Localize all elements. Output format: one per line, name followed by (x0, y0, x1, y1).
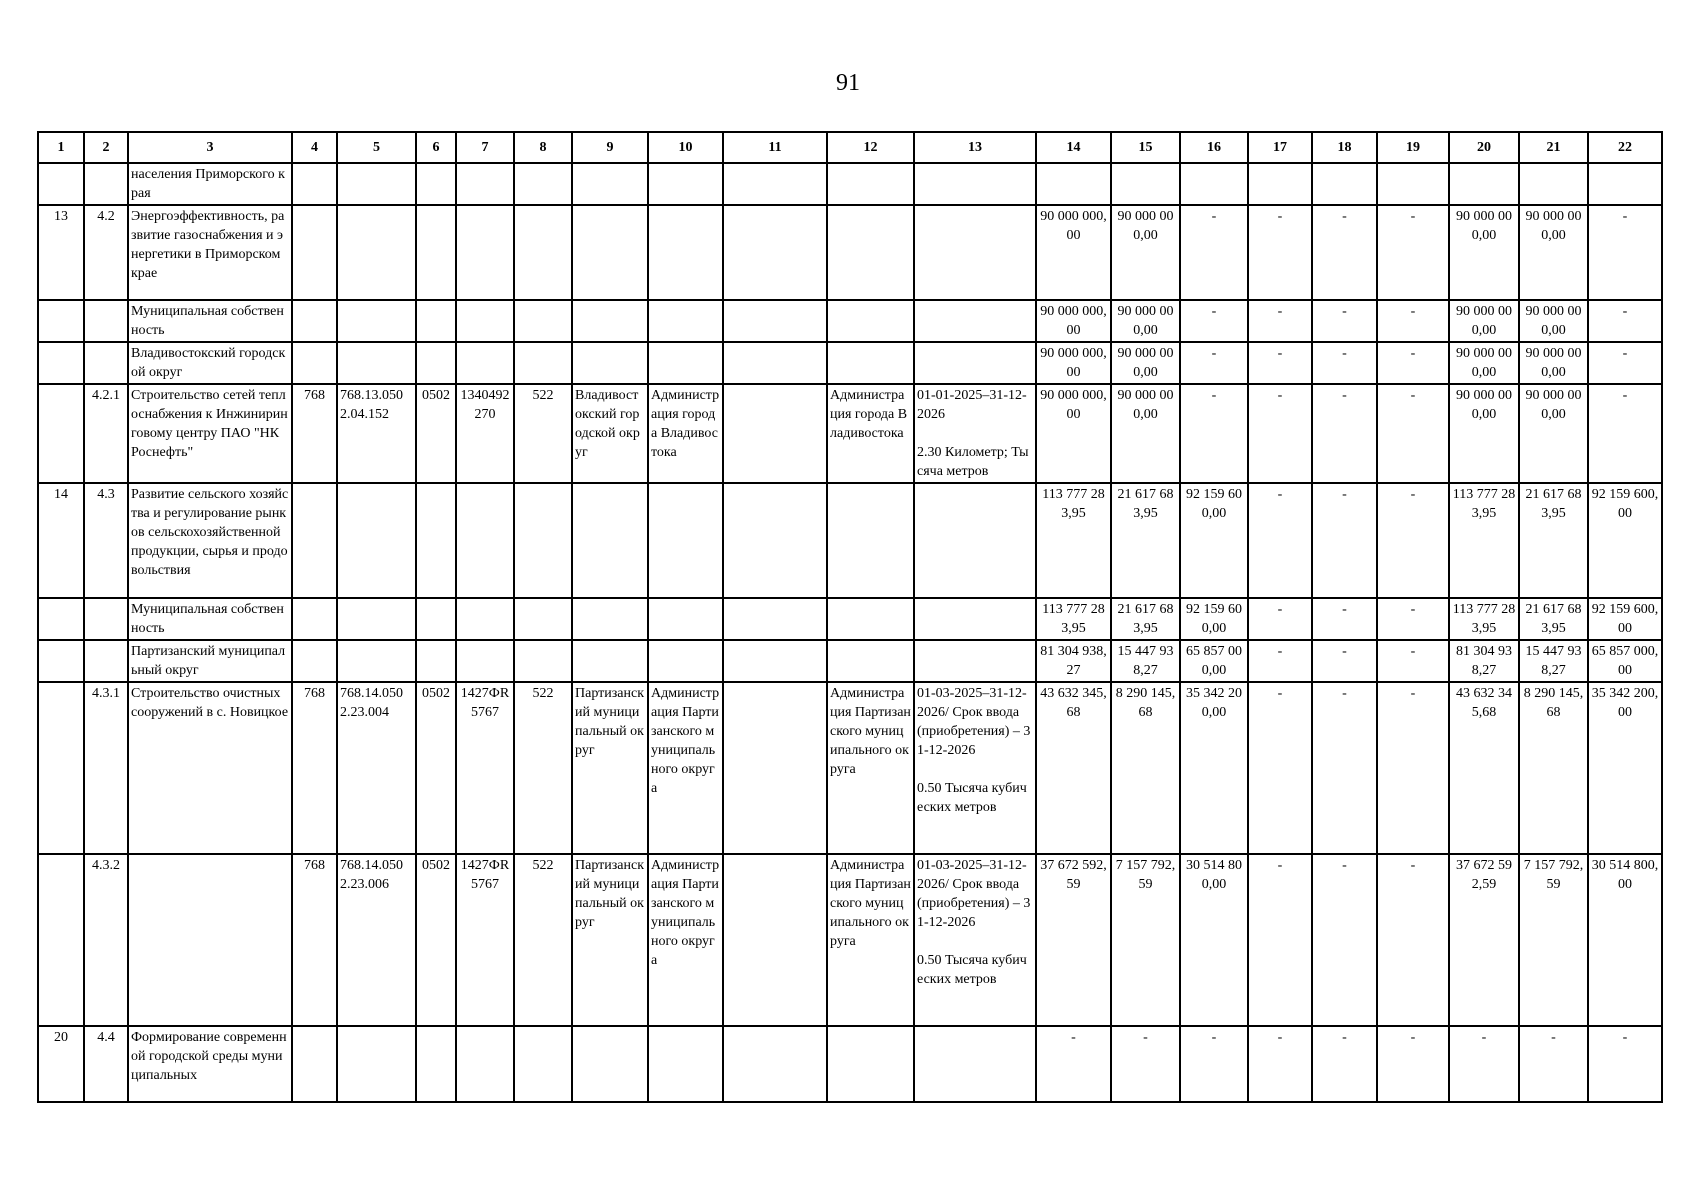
table-cell-col-10 (648, 483, 723, 598)
table-cell-col-18: - (1312, 640, 1377, 682)
table-cell-col-17: - (1248, 598, 1312, 640)
table-cell-col-12: Администрация города Владивостока (827, 384, 914, 483)
table-cell-col-12 (827, 483, 914, 598)
table-row (38, 598, 1662, 640)
table-cell-col-19: - (1377, 1026, 1449, 1102)
table-row (38, 205, 1662, 300)
table-cell-col-22: - (1588, 205, 1662, 300)
table-cell-col-17: - (1248, 300, 1312, 342)
table-cell-col-19: - (1377, 205, 1449, 300)
table-cell-col-10 (648, 205, 723, 300)
table-cell-col-21: 90 000 000,00 (1519, 205, 1588, 300)
table-cell-col-19: - (1377, 300, 1449, 342)
table-cell-col-20: 113 777 283,95 (1449, 483, 1519, 598)
table-cell-col-14: 90 000 000,00 (1036, 384, 1111, 483)
table-cell-col-2 (84, 163, 128, 205)
table-cell-col-18: - (1312, 1026, 1377, 1102)
table-cell-col-16: - (1180, 384, 1248, 483)
table-cell-col-18 (1312, 163, 1377, 205)
column-header-3: 3 (128, 132, 292, 163)
table-cell-col-2: 4.3.1 (84, 682, 128, 854)
table-row (38, 300, 1662, 342)
table-row (38, 682, 1662, 854)
column-header-15: 15 (1111, 132, 1180, 163)
table-cell-col-2: 4.4 (84, 1026, 128, 1102)
table-cell-col-10: Администрация Партизанского муниципального округа (648, 682, 723, 854)
table-cell-col-12 (827, 205, 914, 300)
column-header-12: 12 (827, 132, 914, 163)
table-cell-col-20: 90 000 000,00 (1449, 300, 1519, 342)
table-cell-col-19: - (1377, 682, 1449, 854)
table-cell-col-3: Строительство сетей теплоснабжения к Инжиниринговому центру ПАО "НК Роснефть" (128, 384, 292, 483)
table-cell-col-14: - (1036, 1026, 1111, 1102)
table-cell-col-3 (128, 854, 292, 1026)
table-cell-col-15: - (1111, 1026, 1180, 1102)
column-header-10: 10 (648, 132, 723, 163)
table-cell-col-18: - (1312, 300, 1377, 342)
table-row (38, 1026, 1662, 1102)
table-cell-col-12 (827, 1026, 914, 1102)
table-cell-col-6 (416, 640, 456, 682)
table-cell-col-17: - (1248, 1026, 1312, 1102)
table-cell-col-2 (84, 300, 128, 342)
table-cell-col-14: 81 304 938,27 (1036, 640, 1111, 682)
table-cell-col-21: 7 157 792,59 (1519, 854, 1588, 1026)
table-cell-col-22: - (1588, 384, 1662, 483)
table-cell-col-2 (84, 640, 128, 682)
table-cell-col-4 (292, 342, 337, 384)
table-cell-col-20: - (1449, 1026, 1519, 1102)
table-cell-col-19: - (1377, 598, 1449, 640)
column-header-5: 5 (337, 132, 416, 163)
table-cell-col-18: - (1312, 342, 1377, 384)
table-cell-col-4 (292, 598, 337, 640)
table-cell-col-15: 21 617 683,95 (1111, 483, 1180, 598)
table-cell-col-12: Администрация Партизанского муниципального округа (827, 682, 914, 854)
table-cell-col-22: 30 514 800,00 (1588, 854, 1662, 1026)
table-cell-col-21: 15 447 938,27 (1519, 640, 1588, 682)
table-cell-col-20: 90 000 000,00 (1449, 342, 1519, 384)
table-cell-col-3: Владивостокский городской округ (128, 342, 292, 384)
table-cell-col-5: 768.14.0502.23.004 (337, 682, 416, 854)
table-cell-col-3: Энергоэффективность, развитие газоснабжения и энергетики в Приморском крае (128, 205, 292, 300)
table-cell-col-3: Муниципальная собственность (128, 598, 292, 640)
table-cell-col-6: 0502 (416, 854, 456, 1026)
table-cell-col-4 (292, 300, 337, 342)
table-cell-col-22: - (1588, 342, 1662, 384)
table-cell-col-14: 113 777 283,95 (1036, 483, 1111, 598)
table-cell-col-2: 4.3 (84, 483, 128, 598)
table-cell-col-10: Администрация города Владивостока (648, 384, 723, 483)
table-cell-col-16: 65 857 000,00 (1180, 640, 1248, 682)
table-cell-col-22: 35 342 200,00 (1588, 682, 1662, 854)
table-cell-col-12 (827, 598, 914, 640)
table-cell-col-20: 90 000 000,00 (1449, 384, 1519, 483)
table-cell-col-19: - (1377, 854, 1449, 1026)
table-cell-col-18: - (1312, 598, 1377, 640)
page-number: 91 (836, 70, 860, 96)
column-header-11: 11 (723, 132, 827, 163)
table-cell-col-1 (38, 640, 84, 682)
table-cell-col-1 (38, 342, 84, 384)
table-cell-col-4 (292, 640, 337, 682)
table-cell-col-4: 768 (292, 854, 337, 1026)
table-cell-col-18: - (1312, 854, 1377, 1026)
table-cell-col-5 (337, 300, 416, 342)
table-cell-col-3: населения Приморского края (128, 163, 292, 205)
table-cell-col-16: - (1180, 300, 1248, 342)
table-row (38, 640, 1662, 682)
table-cell-col-1 (38, 854, 84, 1026)
table-cell-col-12 (827, 640, 914, 682)
table-cell-col-7: 1427ФR5767 (456, 682, 514, 854)
table-cell-col-9: Партизанский муниципальный округ (572, 682, 648, 854)
table-cell-col-10 (648, 640, 723, 682)
table-cell-col-5 (337, 640, 416, 682)
table-cell-col-21: 21 617 683,95 (1519, 598, 1588, 640)
table-cell-col-16: 92 159 600,00 (1180, 598, 1248, 640)
table-cell-col-5 (337, 342, 416, 384)
table-cell-col-14: 90 000 000,00 (1036, 342, 1111, 384)
table-cell-col-15: 8 290 145,68 (1111, 682, 1180, 854)
table-cell-col-17: - (1248, 384, 1312, 483)
table-cell-col-11 (723, 854, 827, 1026)
table-cell-col-7 (456, 205, 514, 300)
table-cell-col-6 (416, 1026, 456, 1102)
table-cell-col-6 (416, 598, 456, 640)
table-cell-col-8 (514, 640, 572, 682)
table-cell-col-1 (38, 300, 84, 342)
table-header-row (38, 132, 1662, 163)
table-cell-col-16 (1180, 163, 1248, 205)
table-cell-col-13 (914, 205, 1036, 300)
table-cell-col-13 (914, 598, 1036, 640)
table-cell-col-7: 1427ФR5767 (456, 854, 514, 1026)
table-cell-col-21: 90 000 000,00 (1519, 384, 1588, 483)
table-cell-col-7: 1340492270 (456, 384, 514, 483)
table-cell-col-8 (514, 342, 572, 384)
table-cell-col-4 (292, 1026, 337, 1102)
table-cell-col-11 (723, 205, 827, 300)
column-header-6: 6 (416, 132, 456, 163)
table-cell-col-6: 0502 (416, 384, 456, 483)
table-body (38, 163, 1662, 1102)
table-cell-col-21: 90 000 000,00 (1519, 342, 1588, 384)
table-cell-col-9 (572, 300, 648, 342)
table-cell-col-2 (84, 342, 128, 384)
table-cell-col-14: 43 632 345,68 (1036, 682, 1111, 854)
table-cell-col-15: 7 157 792,59 (1111, 854, 1180, 1026)
table-row (38, 483, 1662, 598)
table-row (38, 384, 1662, 483)
table-cell-col-12: Администрация Партизанского муниципального округа (827, 854, 914, 1026)
column-header-16: 16 (1180, 132, 1248, 163)
table-cell-col-17: - (1248, 342, 1312, 384)
table-cell-col-3: Партизанский муниципальный округ (128, 640, 292, 682)
table-cell-col-4: 768 (292, 384, 337, 483)
table-cell-col-1 (38, 598, 84, 640)
table-cell-col-16: 30 514 800,00 (1180, 854, 1248, 1026)
table-cell-col-2 (84, 598, 128, 640)
table-cell-col-19: - (1377, 640, 1449, 682)
table-cell-col-14 (1036, 163, 1111, 205)
table-cell-col-2: 4.2.1 (84, 384, 128, 483)
table-cell-col-20 (1449, 163, 1519, 205)
table-cell-col-19 (1377, 163, 1449, 205)
table-cell-col-18: - (1312, 483, 1377, 598)
table-cell-col-9: Владивостокский городской округ (572, 384, 648, 483)
table-cell-col-10: Администрация Партизанского муниципального округа (648, 854, 723, 1026)
table-cell-col-16: - (1180, 205, 1248, 300)
table-cell-col-3: Формирование современной городской среды муниципальных (128, 1026, 292, 1102)
table-cell-col-5 (337, 483, 416, 598)
column-header-19: 19 (1377, 132, 1449, 163)
table-cell-col-17: - (1248, 205, 1312, 300)
table-cell-col-13 (914, 342, 1036, 384)
table-cell-col-3: Строительство очистных сооружений в с. Новицкое (128, 682, 292, 854)
table-cell-col-16: - (1180, 342, 1248, 384)
column-header-18: 18 (1312, 132, 1377, 163)
column-header-8: 8 (514, 132, 572, 163)
table-cell-col-5: 768.13.0502.04.152 (337, 384, 416, 483)
table-cell-col-13 (914, 483, 1036, 598)
table-cell-col-14: 90 000 000,00 (1036, 300, 1111, 342)
data-table (37, 131, 1663, 1103)
table-cell-col-15: 90 000 000,00 (1111, 205, 1180, 300)
table-cell-col-20: 37 672 592,59 (1449, 854, 1519, 1026)
table-cell-col-5 (337, 205, 416, 300)
table-cell-col-12 (827, 300, 914, 342)
table-cell-col-7 (456, 163, 514, 205)
table-cell-col-8: 522 (514, 682, 572, 854)
table-cell-col-16: 92 159 600,00 (1180, 483, 1248, 598)
table-cell-col-6 (416, 342, 456, 384)
table-cell-col-22: - (1588, 300, 1662, 342)
table-cell-col-16: 35 342 200,00 (1180, 682, 1248, 854)
table-cell-col-5 (337, 598, 416, 640)
table-cell-col-12 (827, 342, 914, 384)
table-cell-col-17: - (1248, 483, 1312, 598)
table-cell-col-13 (914, 1026, 1036, 1102)
table-cell-col-15: 90 000 000,00 (1111, 384, 1180, 483)
table-cell-col-10 (648, 1026, 723, 1102)
table-cell-col-7 (456, 342, 514, 384)
column-header-20: 20 (1449, 132, 1519, 163)
table-cell-col-22 (1588, 163, 1662, 205)
table-cell-col-2: 4.3.2 (84, 854, 128, 1026)
table-cell-col-13: 01-01-2025–31-12-2026 2.30 Километр; Тысяча метров (914, 384, 1036, 483)
table-cell-col-4 (292, 483, 337, 598)
table-cell-col-22: 92 159 600,00 (1588, 483, 1662, 598)
table-cell-col-10 (648, 300, 723, 342)
table-cell-col-8 (514, 1026, 572, 1102)
table-cell-col-14: 90 000 000,00 (1036, 205, 1111, 300)
table-cell-col-11 (723, 300, 827, 342)
table-cell-col-7 (456, 1026, 514, 1102)
table-cell-col-15 (1111, 163, 1180, 205)
table-row (38, 163, 1662, 205)
table-cell-col-1: 13 (38, 205, 84, 300)
table-cell-col-18: - (1312, 682, 1377, 854)
column-header-13: 13 (914, 132, 1036, 163)
table-cell-col-21: 90 000 000,00 (1519, 300, 1588, 342)
table-cell-col-22: 92 159 600,00 (1588, 598, 1662, 640)
table-cell-col-20: 113 777 283,95 (1449, 598, 1519, 640)
table-cell-col-18: - (1312, 205, 1377, 300)
table-cell-col-8 (514, 483, 572, 598)
table-cell-col-8 (514, 163, 572, 205)
table-cell-col-21: 8 290 145,68 (1519, 682, 1588, 854)
table-cell-col-20: 90 000 000,00 (1449, 205, 1519, 300)
table-cell-col-17: - (1248, 854, 1312, 1026)
table-cell-col-5 (337, 1026, 416, 1102)
table-cell-col-1 (38, 682, 84, 854)
table-cell-col-9: Партизанский муниципальный округ (572, 854, 648, 1026)
table-cell-col-13 (914, 300, 1036, 342)
table-cell-col-22: - (1588, 1026, 1662, 1102)
table-cell-col-13: 01-03-2025–31-12-2026/ Срок ввода (приобретения) – 31-12-2026 0.50 Тысяча кубических метров (914, 854, 1036, 1026)
table-cell-col-11 (723, 598, 827, 640)
table-cell-col-1 (38, 163, 84, 205)
table-cell-col-9 (572, 483, 648, 598)
table-cell-col-15: 90 000 000,00 (1111, 300, 1180, 342)
table-cell-col-21: - (1519, 1026, 1588, 1102)
table-cell-col-10 (648, 163, 723, 205)
table-cell-col-1 (38, 384, 84, 483)
table-cell-col-11 (723, 342, 827, 384)
table-cell-col-20: 43 632 345,68 (1449, 682, 1519, 854)
table-cell-col-5 (337, 163, 416, 205)
table-cell-col-21 (1519, 163, 1588, 205)
table-cell-col-7 (456, 598, 514, 640)
table-cell-col-18: - (1312, 384, 1377, 483)
table-cell-col-17: - (1248, 682, 1312, 854)
column-header-17: 17 (1248, 132, 1312, 163)
column-header-9: 9 (572, 132, 648, 163)
table-cell-col-13 (914, 163, 1036, 205)
table-cell-col-11 (723, 384, 827, 483)
table-cell-col-19: - (1377, 342, 1449, 384)
table-cell-col-15: 15 447 938,27 (1111, 640, 1180, 682)
table-cell-col-20: 81 304 938,27 (1449, 640, 1519, 682)
table-cell-col-21: 21 617 683,95 (1519, 483, 1588, 598)
table-cell-col-11 (723, 1026, 827, 1102)
table-cell-col-9 (572, 1026, 648, 1102)
table-cell-col-10 (648, 342, 723, 384)
table-cell-col-5: 768.14.0502.23.006 (337, 854, 416, 1026)
table-cell-col-4 (292, 205, 337, 300)
table-cell-col-3: Развитие сельского хозяйства и регулирование рынков сельскохозяйственной продукции, сырья и продовольствия (128, 483, 292, 598)
column-header-22: 22 (1588, 132, 1662, 163)
table-cell-col-14: 37 672 592,59 (1036, 854, 1111, 1026)
table-cell-col-6: 0502 (416, 682, 456, 854)
table-cell-col-8 (514, 300, 572, 342)
table-cell-col-9 (572, 163, 648, 205)
table-cell-col-8 (514, 598, 572, 640)
column-header-1: 1 (38, 132, 84, 163)
column-header-14: 14 (1036, 132, 1111, 163)
table-cell-col-17 (1248, 163, 1312, 205)
table-cell-col-3: Муниципальная собственность (128, 300, 292, 342)
table-cell-col-19: - (1377, 483, 1449, 598)
table-row (38, 342, 1662, 384)
table-cell-col-10 (648, 598, 723, 640)
table-cell-col-7 (456, 483, 514, 598)
table-cell-col-22: 65 857 000,00 (1588, 640, 1662, 682)
table-cell-col-8 (514, 205, 572, 300)
table-cell-col-15: 90 000 000,00 (1111, 342, 1180, 384)
column-header-7: 7 (456, 132, 514, 163)
table-cell-col-1: 20 (38, 1026, 84, 1102)
table-cell-col-6 (416, 483, 456, 598)
table-cell-col-17: - (1248, 640, 1312, 682)
table-cell-col-13 (914, 640, 1036, 682)
table-cell-col-11 (723, 483, 827, 598)
table-cell-col-13: 01-03-2025–31-12-2026/ Срок ввода (приобретения) – 31-12-2026 0.50 Тысяча кубических метров (914, 682, 1036, 854)
table-cell-col-15: 21 617 683,95 (1111, 598, 1180, 640)
table-cell-col-2: 4.2 (84, 205, 128, 300)
column-header-4: 4 (292, 132, 337, 163)
table-row (38, 854, 1662, 1026)
table-cell-col-1: 14 (38, 483, 84, 598)
table-cell-col-6 (416, 300, 456, 342)
column-header-2: 2 (84, 132, 128, 163)
table-cell-col-19: - (1377, 384, 1449, 483)
table-cell-col-12 (827, 163, 914, 205)
table-cell-col-7 (456, 300, 514, 342)
table-cell-col-6 (416, 163, 456, 205)
table-cell-col-11 (723, 682, 827, 854)
table-cell-col-6 (416, 205, 456, 300)
table-cell-col-8: 522 (514, 854, 572, 1026)
table-cell-col-11 (723, 163, 827, 205)
table-cell-col-9 (572, 342, 648, 384)
table-cell-col-4 (292, 163, 337, 205)
table-cell-col-14: 113 777 283,95 (1036, 598, 1111, 640)
table-cell-col-4: 768 (292, 682, 337, 854)
table-cell-col-7 (456, 640, 514, 682)
column-header-21: 21 (1519, 132, 1588, 163)
table-cell-col-9 (572, 205, 648, 300)
table-cell-col-9 (572, 640, 648, 682)
table-cell-col-11 (723, 640, 827, 682)
table-cell-col-9 (572, 598, 648, 640)
table-cell-col-16: - (1180, 1026, 1248, 1102)
table-cell-col-8: 522 (514, 384, 572, 483)
